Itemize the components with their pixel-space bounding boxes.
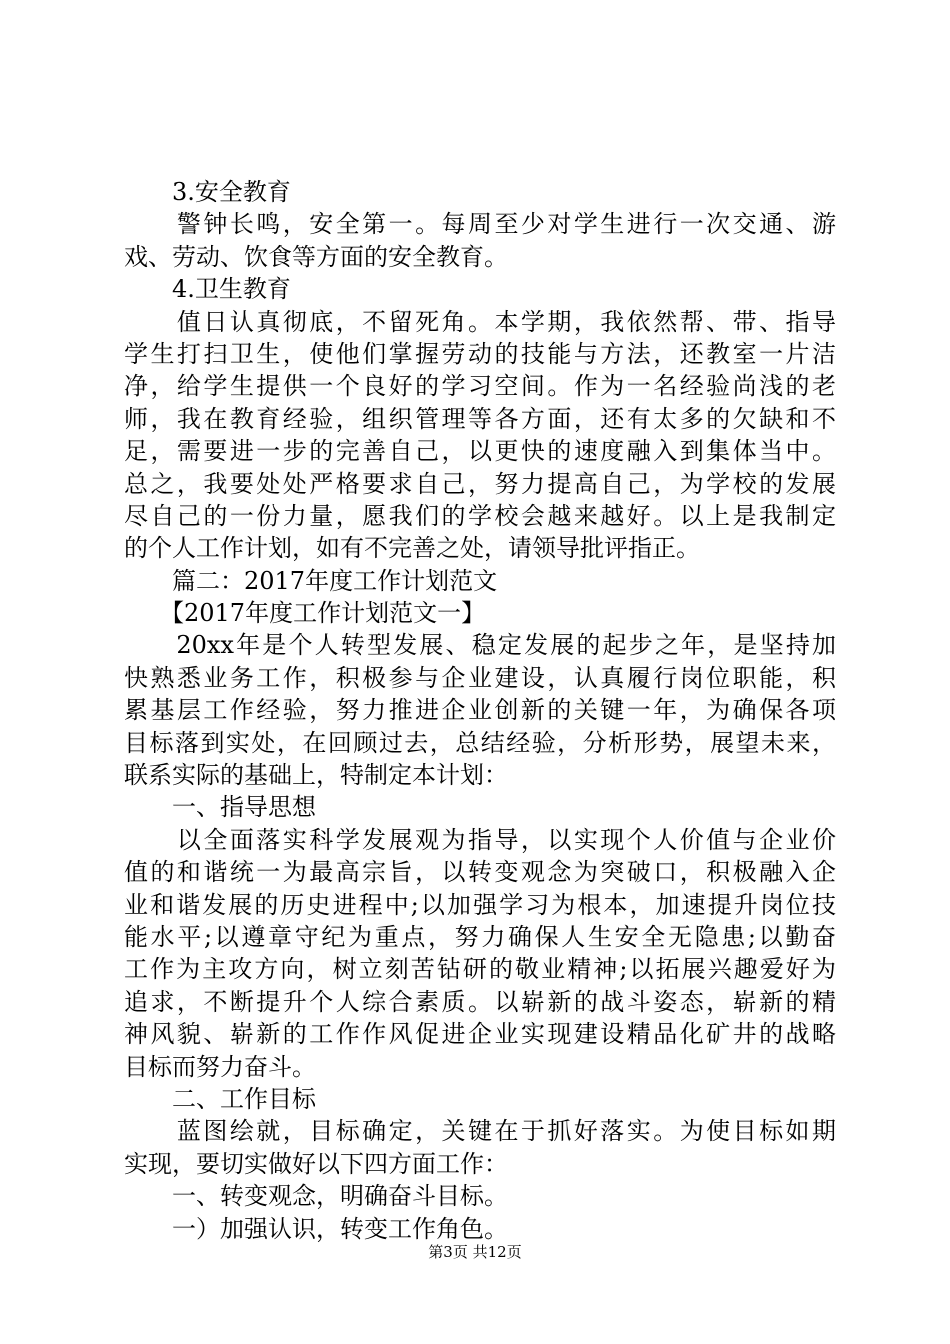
text-line: 篇二：2017年度工作计划范文 xyxy=(124,566,498,595)
text-line: 20xx年是个人转型发展、稳定发展的起步之年，是坚持加 xyxy=(124,631,836,660)
text-line: 净，给学生提供一个良好的学习空间。作为一名经验尚浅的老 xyxy=(124,372,836,401)
text-line: 总之，我要处处严格要求自己，努力提高自己，为学校的发展 xyxy=(124,469,836,498)
text-line: 【2017年度工作计划范文一】 xyxy=(124,599,486,628)
text-line: 联系实际的基础上，特制定本计划： xyxy=(124,761,508,790)
text-line: 3.安全教育 xyxy=(124,178,291,206)
text-line: 一）加强认识，转变工作角色。 xyxy=(124,1214,508,1243)
text-line: 学生打扫卫生，使他们掌握劳动的技能与方法，还教室一片洁 xyxy=(124,339,836,368)
text-line: 累基层工作经验，努力推进企业创新的关键一年，为确保各项 xyxy=(124,696,836,725)
document-body xyxy=(124,176,836,1245)
text-line: 戏、劳动、饮食等方面的安全教育。 xyxy=(124,242,508,271)
text-line: 警钟长鸣，安全第一。每周至少对学生进行一次交通、游 xyxy=(124,210,836,239)
text-line: 足，需要进一步的完善自己，以更快的速度融入到集体当中。 xyxy=(124,437,836,466)
text-line: 师，我在教育经验，组织管理等各方面，还有太多的欠缺和不 xyxy=(124,404,836,433)
text-line: 一、转变观念，明确奋斗目标。 xyxy=(124,1182,508,1211)
text-line: 以全面落实科学发展观为指导，以实现个人价值与企业价 xyxy=(124,825,836,854)
text-line: 目标而努力奋斗。 xyxy=(124,1052,316,1081)
text-line: 快熟悉业务工作，积极参与企业建设，认真履行岗位职能，积 xyxy=(124,663,836,692)
text-line: 值日认真彻底，不留死角。本学期，我依然帮、带、指导 xyxy=(124,307,836,336)
text-line: 4.卫生教育 xyxy=(124,275,291,304)
text-line: 业和谐发展的历史进程中;以加强学习为根本，加速提升岗位技 xyxy=(124,890,836,919)
text-line: 能水平;以遵章守纪为重点，努力确保人生安全无隐患;以勤奋 xyxy=(124,922,836,951)
text-line: 目标落到实处，在回顾过去，总结经验，分析形势，展望未来， xyxy=(124,728,836,757)
text-line: 神风貌、崭新的工作作风促进企业实现建设精品化矿井的战略 xyxy=(124,1020,836,1049)
text-line: 尽自己的一份力量，愿我们的学校会越来越好。以上是我制定 xyxy=(124,501,836,530)
text-line: 实现，要切实做好以下四方面工作： xyxy=(124,1149,508,1178)
text-line: 追求，不断提升个人综合素质。以崭新的战斗姿态，崭新的精 xyxy=(124,987,836,1016)
text-line: 蓝图绘就，目标确定，关键在于抓好落实。为使目标如期 xyxy=(124,1117,836,1146)
text-line: 一、指导思想 xyxy=(124,793,316,822)
text-line: 工作为主攻方向，树立刻苦钻研的敬业精神;以拓展兴趣爱好为 xyxy=(124,955,836,984)
page-number-label: 第3页 共12页 xyxy=(428,1243,522,1261)
page-footer xyxy=(0,1242,950,1262)
text-line: 值的和谐统一为最高宗旨，以转变观念为突破口，积极融入企 xyxy=(124,858,836,887)
text-line: 二、工作目标 xyxy=(124,1084,316,1113)
text-line: 的个人工作计划，如有不完善之处，请领导批评指正。 xyxy=(124,534,700,563)
